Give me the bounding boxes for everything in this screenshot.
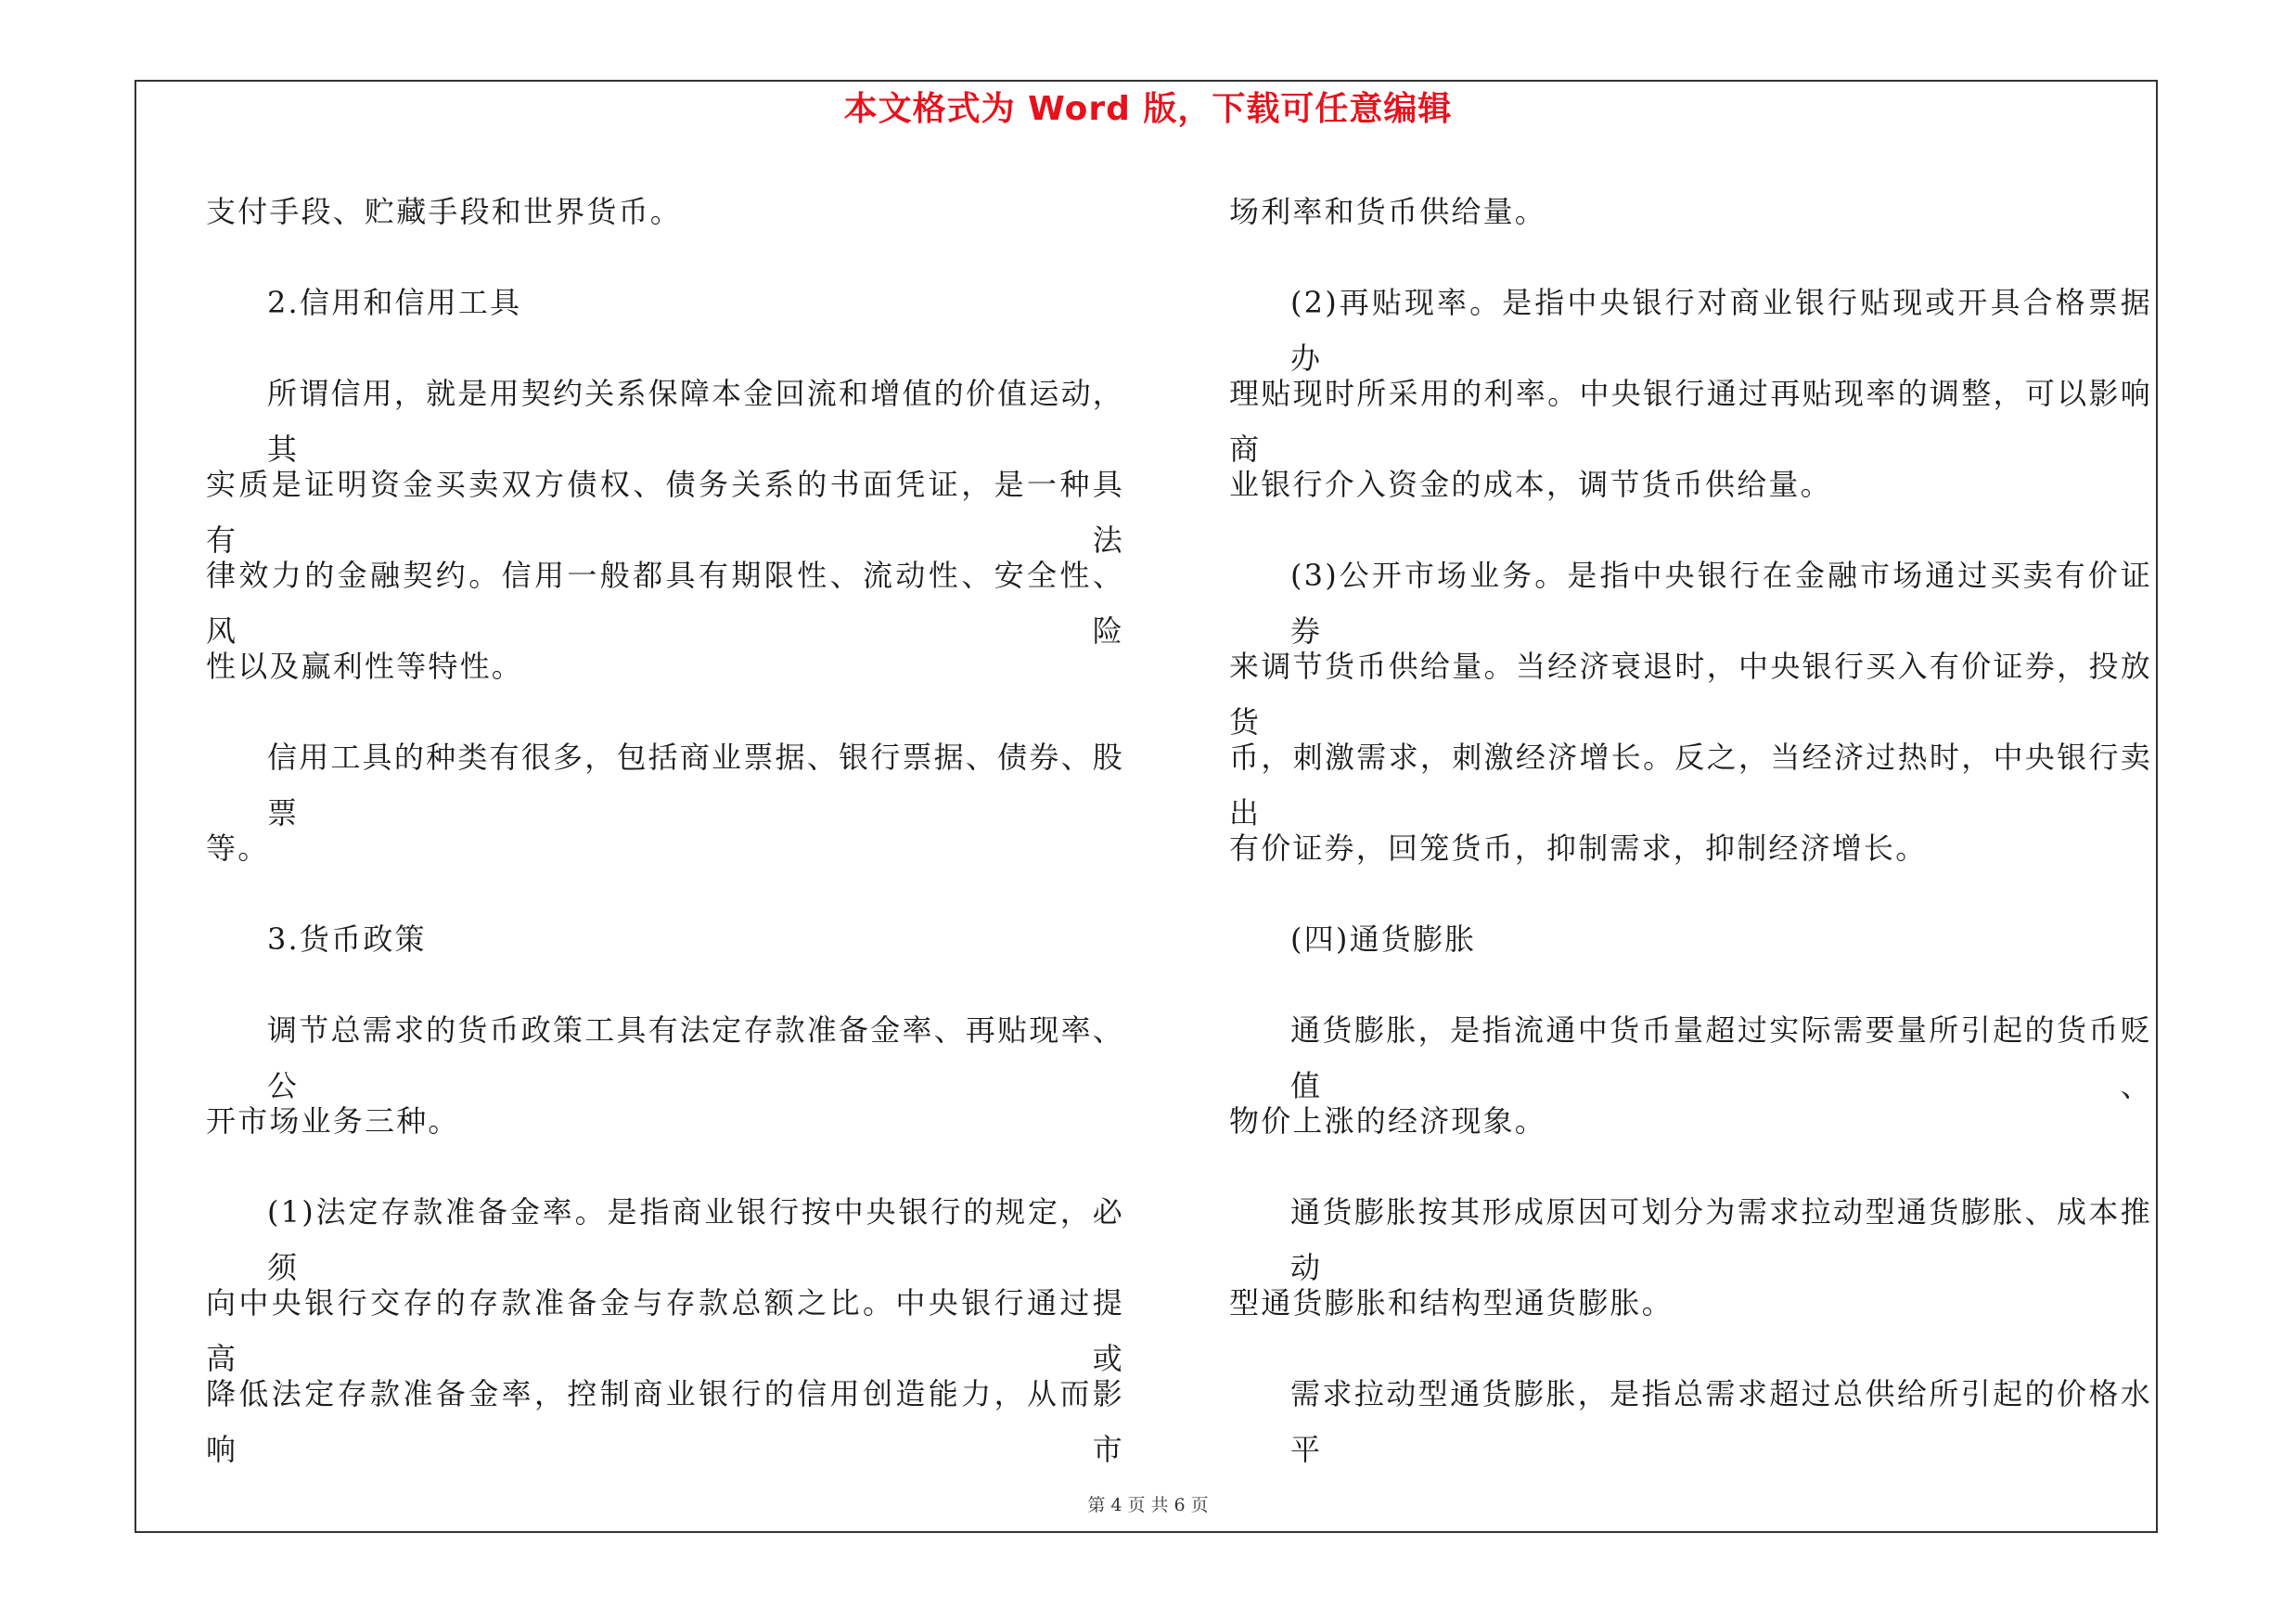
text-line: 向中央银行交存的存款准备金与存款总额之比。中央银行通过提高或: [206, 1285, 1124, 1376]
text-line: 通货膨胀按其形成原因可划分为需求拉动型通货膨胀、成本推动: [1290, 1194, 2152, 1285]
page-number-footer: 第 4 页 共 6 页: [1087, 1495, 1209, 1515]
text-line: 来调节货币供给量。当经济衰退时，中央银行买入有价证券，投放货: [1229, 649, 2152, 740]
text-line: 需求拉动型通货膨胀，是指总需求超过总供给所引起的价格水平: [1290, 1376, 2152, 1467]
text-line: 信用工具的种类有很多，包括商业票据、银行票据、债券、股票: [267, 740, 1124, 831]
text-line: 等。: [206, 831, 270, 866]
text-line: (2)再贴现率。是指中央银行对商业银行贴现或开具合格票据办: [1290, 285, 2152, 376]
text-line: 所谓信用，就是用契约关系保障本金回流和增值的价值运动，其: [267, 376, 1124, 467]
section-heading: 2.信用和信用工具: [267, 285, 522, 320]
section-heading: 3.货币政策: [267, 921, 427, 957]
text-line: 性以及赢利性等特性。: [206, 649, 524, 684]
text-line: 物价上涨的经济现象。: [1229, 1103, 1547, 1139]
right-column: [1229, 184, 2152, 1467]
text-line: 开市场业务三种。: [206, 1103, 460, 1139]
text-line: 调节总需求的货币政策工具有法定存款准备金率、再贴现率、公: [267, 1012, 1124, 1103]
text-line: 降低法定存款准备金率，控制商业银行的信用创造能力，从而影响市: [206, 1376, 1124, 1467]
text-line: 业银行介入资金的成本，调节货币供给量。: [1229, 467, 1832, 502]
text-line: 理贴现时所采用的利率。中央银行通过再贴现率的调整，可以影响商: [1229, 376, 2152, 467]
text-line: 通货膨胀，是指流通中货币量超过实际需要量所引起的货币贬值、: [1290, 1012, 2152, 1103]
text-line: 有价证券，回笼货币，抑制需求，抑制经济增长。: [1229, 831, 1928, 866]
text-line: (1)法定存款准备金率。是指商业银行按中央银行的规定，必须: [267, 1194, 1124, 1285]
text-line: 支付手段、贮藏手段和世界货币。: [206, 194, 683, 229]
text-line: 实质是证明资金买卖双方债权、债务关系的书面凭证，是一种具有法: [206, 467, 1124, 558]
text-line: 场利率和货币供给量。: [1229, 194, 1547, 229]
left-column: [206, 184, 1124, 1467]
section-heading: (四)通货膨胀: [1290, 921, 1477, 957]
text-line: 律效力的金融契约。信用一般都具有期限性、流动性、安全性、风险: [206, 558, 1124, 649]
format-notice-banner: 本文格式为 Word 版，下载可任意编辑: [843, 90, 1453, 128]
text-line: 币，刺激需求，刺激经济增长。反之，当经济过热时，中央银行卖出: [1229, 740, 2152, 831]
text-line: (3)公开市场业务。是指中央银行在金融市场通过买卖有价证券: [1290, 558, 2152, 649]
text-line: 型通货膨胀和结构型通货膨胀。: [1229, 1285, 1674, 1320]
